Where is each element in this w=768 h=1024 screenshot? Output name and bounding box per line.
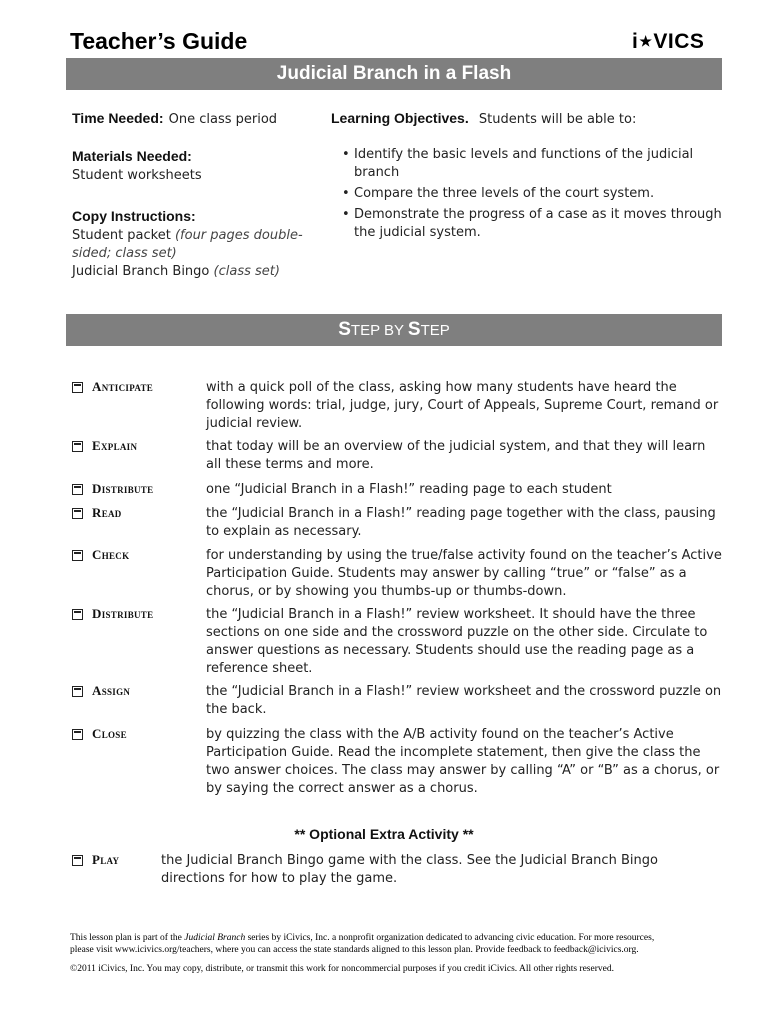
step-verb: Distribute bbox=[92, 481, 154, 496]
time-needed bbox=[72, 108, 322, 129]
footer-line-2: please visit www.icivics.org/teachers, where you can access the state standards aligned to this lesson plan. Provide feedback to feedback@icivics.org. bbox=[70, 945, 639, 955]
checkbox[interactable] bbox=[72, 508, 83, 519]
copy-instructions-label: Copy Instructions: bbox=[72, 208, 196, 224]
time-needed-value: One class period bbox=[168, 112, 278, 127]
step-text: the “Judicial Branch in a Flash!” review worksheet and the crossword puzzle on the back. bbox=[206, 684, 722, 717]
step-text: with a quick poll of the class, asking how many students have heard the following words: trial, judge, jury, Court of Appeals, Supreme Court, remand or judicial review. bbox=[206, 380, 719, 431]
lesson-title-banner: Judicial Branch in a Flash bbox=[66, 58, 722, 90]
copy-line1-note-a: (four pages double- bbox=[174, 228, 303, 243]
step-text: by quizzing the class with the A/B activity found on the teacher’s Active Participation Guide. Read the incomplete statement, then give the class the two answer choices. The class may answer by calling “A” or “B” as a chorus, or by saying the correct answer as a chorus. bbox=[206, 727, 720, 796]
copy-line1-note-b: sided; class set) bbox=[72, 246, 177, 261]
copy-line2-text: Judicial Branch Bingo bbox=[72, 264, 214, 279]
copy-line2-note: (class set) bbox=[213, 264, 280, 279]
objectives-list bbox=[340, 146, 730, 245]
step-verb: Read bbox=[92, 505, 122, 520]
step-verb: Check bbox=[92, 547, 130, 562]
step-text: for understanding by using the true/false activity found on the teacher’s Active Participation Guide. Students may answer by calling “true” or “false” as a chorus, or by showing you thumbs-up or thumbs-down. bbox=[206, 548, 722, 599]
logo-text-left: i bbox=[632, 30, 639, 53]
optional-activity-heading: ** Optional Extra Activity ** bbox=[294, 826, 474, 842]
step-verb: Distribute bbox=[92, 606, 154, 621]
materials-value: Student worksheets bbox=[72, 168, 202, 183]
step-verb: Close bbox=[92, 726, 127, 741]
learning-objectives-header bbox=[331, 108, 731, 129]
checkbox[interactable] bbox=[72, 441, 83, 452]
checkbox[interactable] bbox=[72, 609, 83, 620]
footer-copyright: ©2011 iCivics, Inc. You may copy, distribute, or transmit this work for noncommercial purposes if you credit iCivics. All other rights reserved. bbox=[70, 964, 614, 974]
checkbox[interactable] bbox=[72, 550, 83, 561]
copy-instructions-student-packet bbox=[72, 227, 312, 263]
copy-instructions-bingo bbox=[72, 263, 322, 281]
checkbox[interactable] bbox=[72, 729, 83, 740]
step-verb: Anticipate bbox=[92, 379, 154, 394]
step-verb: Play bbox=[92, 852, 120, 867]
step-by-step-banner: STEP BY STEP bbox=[66, 314, 722, 346]
objective-item: • Identify the basic levels and functions of the judicial branch bbox=[340, 146, 730, 182]
step-text: the Judicial Branch Bingo game with the class. See the Judicial Branch Bingo directions for how to play the game. bbox=[161, 853, 658, 886]
objectives-intro: Students will be able to: bbox=[478, 112, 637, 127]
objectives-label: Learning Objectives. bbox=[331, 110, 469, 126]
checkbox[interactable] bbox=[72, 484, 83, 495]
step-text: one “Judicial Branch in a Flash!” reading page to each student bbox=[206, 482, 612, 497]
step-text: the “Judicial Branch in a Flash!” reading page together with the class, pausing to explain as necessary. bbox=[206, 506, 716, 539]
logo-text-right: VICS bbox=[653, 30, 705, 53]
step-verb: Explain bbox=[92, 438, 138, 453]
checkbox[interactable] bbox=[72, 382, 83, 393]
step-verb: Assign bbox=[92, 683, 131, 698]
step-text: the “Judicial Branch in a Flash!” review worksheet. It should have the three sections on one side and the crossword puzzle on the other side. Circulate to answer questions as necessary. Students should use the reading page as a reference sheet. bbox=[206, 607, 708, 676]
objective-item: • Demonstrate the progress of a case as it moves through the judicial system. bbox=[340, 206, 730, 242]
objective-item: • Compare the three levels of the court system. bbox=[340, 185, 730, 203]
time-needed-label: Time Needed: bbox=[72, 110, 164, 126]
copy-line1-text: Student packet bbox=[72, 228, 175, 243]
checkbox[interactable] bbox=[72, 855, 83, 866]
checkbox[interactable] bbox=[72, 686, 83, 697]
capitol-dome-icon: ★ bbox=[639, 33, 653, 49]
materials-label: Materials Needed: bbox=[72, 148, 192, 164]
icivics-logo bbox=[632, 30, 704, 54]
footer-line-1: This lesson plan is part of the Judicial Branch series by iCivics, Inc. a nonprofit organization dedicated to advancing civic education. For more resources, bbox=[70, 933, 655, 943]
page-title: Teacher’s Guide bbox=[70, 28, 248, 54]
step-text: that today will be an overview of the judicial system, and that they will learn all these terms and more. bbox=[206, 439, 706, 472]
